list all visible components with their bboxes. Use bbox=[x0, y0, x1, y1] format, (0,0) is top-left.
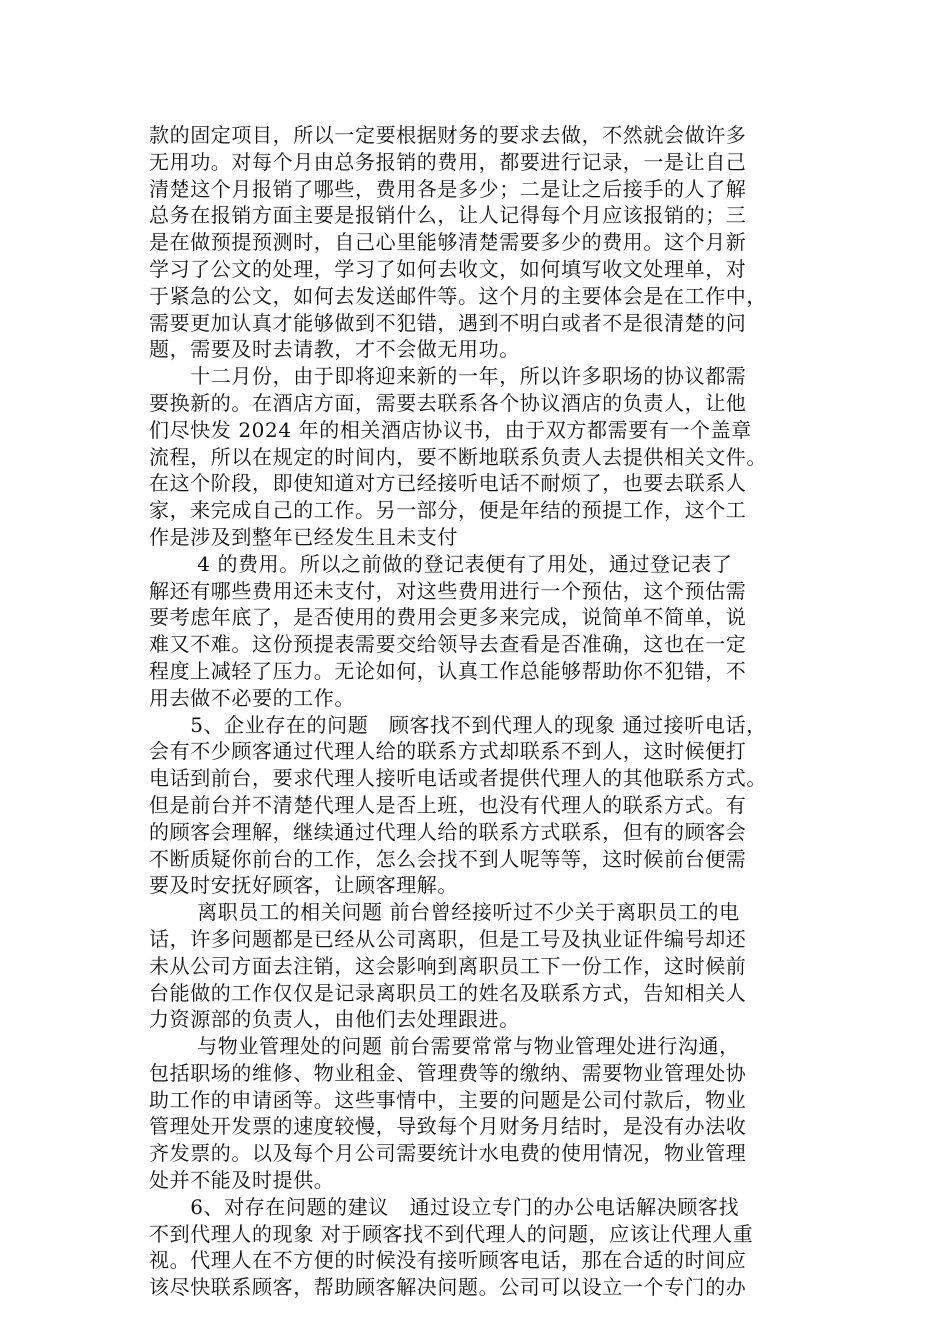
text-line: 需要更加认真才能够做到不犯错，遇到不明白或者不是很清楚的问 bbox=[149, 310, 747, 335]
text-line: 管理处开发票的速度较慢，导致每个月财务月结时，是没有办法收 bbox=[149, 1114, 747, 1139]
text-line: 于紧急的公文，如何去发送邮件等。这个月的主要体会是在工作中， bbox=[149, 283, 767, 308]
text-line: 齐发票的。以及每个月公司需要统计水电费的使用情况，物业管理 bbox=[149, 1141, 747, 1166]
text-line: 与物业管理处的问题 前台需要常常与物业管理处进行沟通， bbox=[149, 1034, 740, 1059]
text-line: 十二月份，由于即将迎来新的一年，所以许多职场的协议都需 bbox=[149, 364, 747, 389]
text-line: 解还有哪些费用还未支付，对这些费用进行一个预估，这个预估需 bbox=[149, 578, 747, 603]
text-line: 会有不少顾客通过代理人给的联系方式却联系不到人，这时候便打 bbox=[149, 739, 747, 764]
text-line: 该尽快联系顾客，帮助顾客解决问题。公司可以设立一个专门的办 bbox=[149, 1275, 747, 1300]
text-line: 学习了公文的处理，学习了如何去收文，如何填写收文处理单，对 bbox=[149, 256, 747, 281]
text-line: 题，需要及时去请教，才不会做无用功。 bbox=[149, 337, 520, 362]
text-line: 流程，所以在规定的时间内，要不断地联系负责人去提供相关文件。 bbox=[149, 444, 767, 469]
text-line: 清楚这个月报销了哪些，费用各是多少；二是让之后接手的人了解 bbox=[149, 176, 747, 201]
text-line: 5、企业存在的问题 顾客找不到代理人的现象 通过接听电话， bbox=[149, 712, 767, 737]
text-line: 难又不难。这份预提表需要交给领导去查看是否准确，这也在一定 bbox=[149, 632, 747, 657]
text-line: 包括职场的维修、物业租金、管理费等的缴纳、需要物业管理处协 bbox=[149, 1060, 747, 1085]
text-line: 电话到前台，要求代理人接听电话或者提供代理人的其他联系方式。 bbox=[149, 766, 767, 791]
text-line: 4 的费用。所以之前做的登记表便有了用处，通过登记表了 bbox=[149, 551, 733, 576]
text-line: 处并不能及时提供。 bbox=[149, 1168, 335, 1193]
text-line: 话，许多问题都是已经从公司离职，但是工号及执业证件编号却还 bbox=[149, 926, 747, 951]
text-line: 的顾客会理解，继续通过代理人给的联系方式联系，但有的顾客会 bbox=[149, 819, 747, 844]
document-body bbox=[149, 122, 809, 1301]
text-line: 力资源部的负责人，由他们去处理跟进。 bbox=[149, 1007, 520, 1032]
text-line: 台能做的工作仅仅是记录离职员工的姓名及联系方式，告知相关人 bbox=[149, 980, 747, 1005]
text-line: 是在做预提预测时，自己心里能够清楚需要多少的费用。这个月新 bbox=[149, 230, 747, 255]
text-line: 程度上减轻了压力。无论如何，认真工作总能够帮助你不犯错，不 bbox=[149, 658, 747, 683]
text-line: 总务在报销方面主要是报销什么，让人记得每个月应该报销的；三 bbox=[149, 203, 747, 228]
text-line: 不断质疑你前台的工作，怎么会找不到人呢等等，这时候前台便需 bbox=[149, 846, 747, 871]
text-line: 未从公司方面去注销，这会影响到离职员工下一份工作，这时候前 bbox=[149, 953, 747, 978]
text-line: 家，来完成自己的工作。另一部分，便是年结的预提工作，这个工 bbox=[149, 498, 747, 523]
text-line: 离职员工的相关问题 前台曾经接听过不少关于离职员工的电 bbox=[149, 900, 740, 925]
text-line: 作是涉及到整年已经发生且未支付 bbox=[149, 524, 458, 549]
text-line: 用去做不必要的工作。 bbox=[149, 685, 355, 710]
text-line: 要换新的。在酒店方面，需要去联系各个协议酒店的负责人，让他 bbox=[149, 390, 747, 415]
text-line: 视。代理人在不方便的时候没有接听顾客电话，那在合适的时间应 bbox=[149, 1248, 747, 1273]
text-line: 不到代理人的现象 对于顾客找不到代理人的问题，应该让代理人重 bbox=[149, 1221, 754, 1246]
text-line: 款的固定项目，所以一定要根据财务的要求去做，不然就会做许多 bbox=[149, 123, 747, 147]
text-line: 助工作的申请函等。这些事情中，主要的问题是公司付款后，物业 bbox=[149, 1087, 747, 1112]
text-line: 要及时安抚好顾客，让顾客理解。 bbox=[149, 873, 458, 898]
text-line: 6、对存在问题的建议 通过设立专门的办公电话解决顾客找 bbox=[149, 1194, 740, 1219]
text-line: 无用功。对每个月由总务报销的费用，都要进行记录，一是让自己 bbox=[149, 149, 747, 174]
text-line: 要考虑年底了，是否使用的费用会更多来完成，说简单不简单，说 bbox=[149, 605, 747, 630]
text-line: 在这个阶段，即使知道对方已经接听电话不耐烦了，也要去联系人 bbox=[149, 471, 747, 496]
text-line: 但是前台并不清楚代理人是否上班，也没有代理人的联系方式。有 bbox=[149, 792, 747, 817]
text-line: 们尽快发 2024 年的相关酒店协议书，由于双方都需要有一个盖章 bbox=[149, 417, 752, 442]
